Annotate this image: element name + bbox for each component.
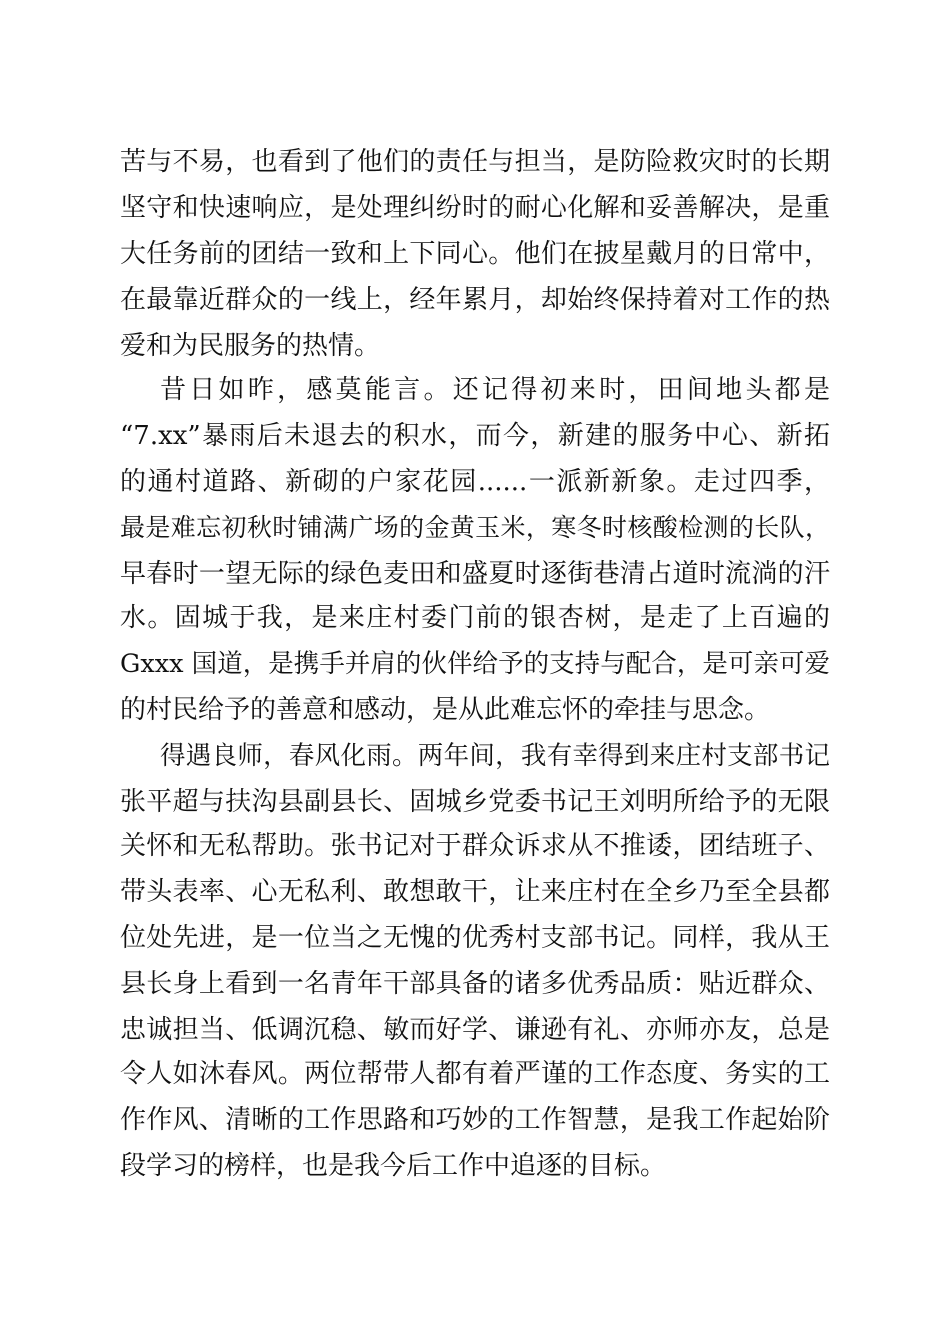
paragraph-3-line-8: 令人如沐春风。两位帮带人都有着严谨的工作态度、务实的工 <box>120 1059 830 1089</box>
paragraph-2-line-6: 水。固城于我，是来庄村委门前的银杏树，是走了上百遍的 <box>120 603 830 633</box>
paragraph-2-line-4: 最是难忘初秋时铺满广场的金黄玉米，寒冬时核酸检测的长队， <box>120 513 830 542</box>
paragraph-3-line-10: 段学习的榜样，也是我今后工作中追逐的目标。 <box>120 1151 667 1181</box>
paragraph-2-line-1: 昔日如昨，感莫能言。还记得初来时，田间地头都是 <box>160 375 830 405</box>
paragraph-3-line-5: 位处先进，是一位当之无愧的优秀村支部书记。同样，我从王 <box>120 923 830 953</box>
paragraph-3-line-7: 忠诚担当、低调沉稳、敏而好学、谦逊有礼、亦师亦友，总是 <box>120 1015 830 1045</box>
paragraph-2-line-5: 早春时一望无际的绿色麦田和盛夏时逐街巷清占道时流淌的汗 <box>120 559 830 589</box>
paragraph-2-line-3: 的通村道路、新砌的户家花园......一派新新象。走过四季， <box>120 467 830 497</box>
paragraph-3-line-2: 张平超与扶沟县副县长、固城乡党委书记王刘明所给予的无限 <box>120 787 830 817</box>
paragraph-3-line-1: 得遇良师，春风化雨。两年间，我有幸得到来庄村支部书记 <box>160 741 830 771</box>
paragraph-2-line-7: Gxxx 国道，是携手并肩的伙伴给予的支持与配合，是可亲可爱 <box>120 649 830 679</box>
paragraph-1-line-4: 在最靠近群众的一线上，经年累月，却始终保持着对工作的热 <box>120 285 830 315</box>
paragraph-3-line-4: 带头表率、心无私利、敢想敢干，让来庄村在全乡乃至全县都 <box>120 877 830 907</box>
paragraph-1-line-3: 大任务前的团结一致和上下同心。他们在披星戴月的日常中， <box>120 239 830 269</box>
paragraph-3-line-6: 县长身上看到一名青年干部具备的诸多优秀品质：贴近群众、 <box>120 969 830 999</box>
paragraph-1-line-2: 坚守和快速响应，是处理纠纷时的耐心化解和妥善解决，是重 <box>120 193 830 223</box>
paragraph-3-line-3: 关怀和无私帮助。张书记对于群众诉求从不推诿，团结班子、 <box>120 831 830 861</box>
paragraph-2-line-8: 的村民给予的善意和感动，是从此难忘怀的牵挂与思念。 <box>120 695 771 725</box>
paragraph-1-line-1: 苦与不易，也看到了他们的责任与担当，是防险救灾时的长期 <box>120 147 830 177</box>
paragraph-3-line-9: 作作风、清晰的工作思路和巧妙的工作智慧，是我工作起始阶 <box>120 1105 830 1135</box>
paragraph-1-line-5: 爱和为民服务的热情。 <box>120 331 381 361</box>
paragraph-2-line-2: “7.xx”暴雨后未退去的积水，而今，新建的服务中心、新拓 <box>120 421 830 451</box>
